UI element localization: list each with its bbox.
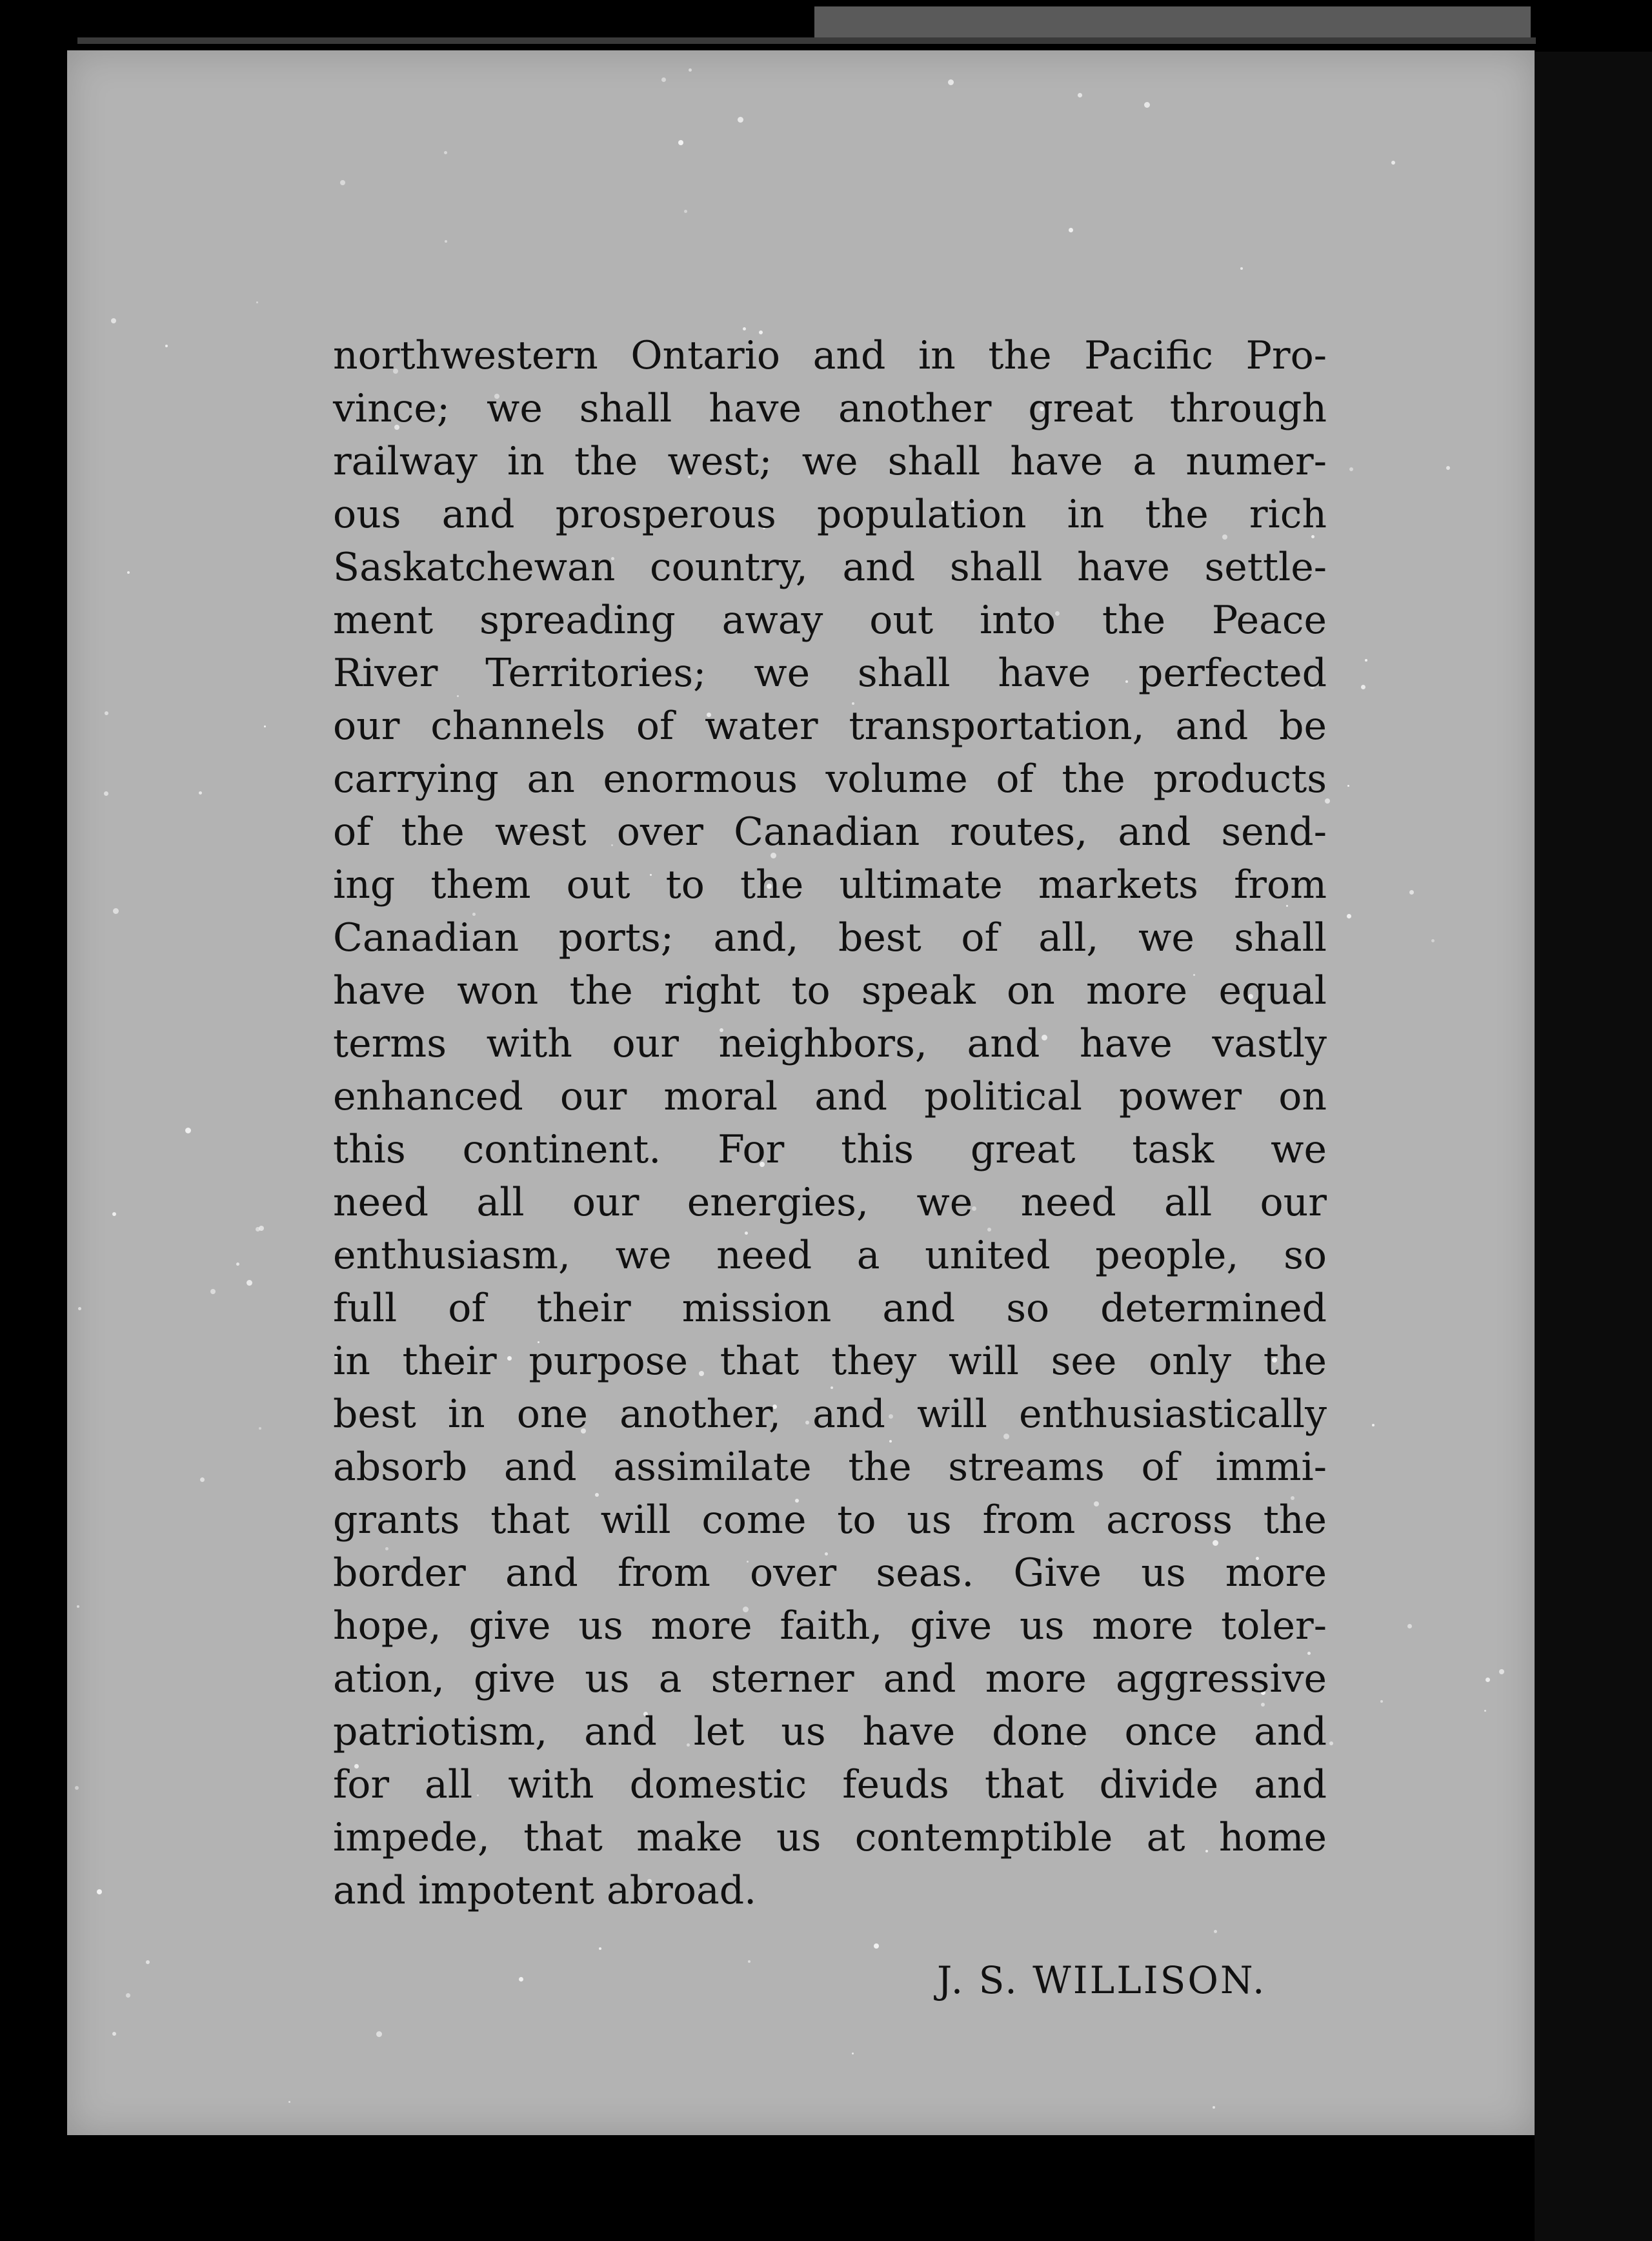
text-line: terms with our neighbors, and have vastly xyxy=(333,1021,1327,1066)
paper-speck xyxy=(126,1993,130,1998)
paper-speck xyxy=(236,1262,239,1266)
paper-speck xyxy=(519,1977,523,1982)
text-line: in their purpose that they will see only the xyxy=(333,1339,1327,1384)
paper-speck xyxy=(104,791,108,796)
text-line: Canadian ports; and, best of all, we shall xyxy=(333,915,1327,960)
text-line: hope, give us more faith, give us more toler- xyxy=(333,1603,1327,1648)
paper-speck xyxy=(112,2032,116,2036)
paper-speck xyxy=(689,68,692,72)
right-dark-edge xyxy=(1535,52,1652,2241)
paper-speck xyxy=(444,151,447,154)
text-line: vince; we shall have another great through xyxy=(333,386,1327,431)
text-line: railway in the west; we shall have a numer- xyxy=(333,439,1327,484)
text-line: ation, give us a sterner and more aggressive xyxy=(333,1656,1327,1701)
paper-speck xyxy=(288,2101,290,2103)
text-line: have won the right to speak on more equal xyxy=(333,968,1327,1013)
paper-speck xyxy=(1329,1741,1333,1745)
text-line: and impotent abroad. xyxy=(333,1868,757,1913)
text-line: ous and prosperous population in the rich xyxy=(333,492,1327,537)
paper-speck xyxy=(1372,1424,1375,1426)
paper-speck xyxy=(684,210,687,213)
paper-speck xyxy=(376,2031,382,2037)
text-line: for all with domestic feuds that divide and xyxy=(333,1762,1327,1807)
paper-speck xyxy=(112,1212,116,1216)
paper-speck xyxy=(948,79,954,85)
paper-speck xyxy=(97,1889,102,1894)
paper-speck xyxy=(264,725,266,727)
paper-speck xyxy=(146,1960,150,1964)
text-line: impede, that make us contemptible at home xyxy=(333,1815,1327,1860)
paper-speck xyxy=(1365,659,1367,662)
text-line: carrying an enormous volume of the products xyxy=(333,756,1327,802)
paper-speck xyxy=(1347,914,1351,918)
text-line: patriotism, and let us have done once and xyxy=(333,1709,1327,1754)
paper-speck xyxy=(111,318,116,323)
paper-speck xyxy=(599,1947,601,1950)
text-line: full of their mission and so determined xyxy=(333,1286,1327,1331)
body-text xyxy=(333,329,1327,1917)
paper-speck xyxy=(210,1289,216,1294)
paper-speck xyxy=(1361,685,1365,689)
text-line: ing them out to the ultimate markets from xyxy=(333,862,1327,908)
document-page xyxy=(67,50,1535,2135)
paper-speck xyxy=(1407,1624,1412,1628)
paper-speck xyxy=(1078,93,1082,97)
text-line: enhanced our moral and political power on xyxy=(333,1074,1327,1119)
paper-speck xyxy=(259,1427,261,1430)
paper-speck xyxy=(445,240,447,243)
paper-speck xyxy=(678,140,683,145)
paper-speck xyxy=(199,791,202,795)
text-line: this continent. For this great task we xyxy=(333,1127,1327,1172)
top-tab-edge xyxy=(814,6,1531,37)
paper-speck xyxy=(1486,1678,1490,1682)
text-line: of the west over Canadian routes, and send- xyxy=(333,809,1327,855)
paper-speck xyxy=(1213,2106,1215,2109)
paper-speck xyxy=(127,571,130,574)
paper-speck xyxy=(1380,1700,1383,1703)
paper-speck xyxy=(748,1960,750,1963)
text-line: need all our energies, we need all our xyxy=(333,1180,1327,1225)
paper-speck xyxy=(1144,102,1150,108)
paper-speck xyxy=(1431,939,1435,942)
paper-speck xyxy=(340,180,345,185)
paper-speck xyxy=(247,1280,252,1286)
text-line: northwestern Ontario and in the Pacific Pro- xyxy=(333,333,1327,378)
paper-speck xyxy=(113,908,119,914)
text-line: best in one another, and will enthusiastically xyxy=(333,1392,1327,1437)
text-line: grants that will come to us from across the xyxy=(333,1497,1327,1543)
paper-speck xyxy=(1240,267,1243,270)
paper-speck xyxy=(1349,467,1353,471)
paper-speck xyxy=(256,301,258,303)
text-line: ment spreading away out into the Peace xyxy=(333,598,1327,643)
paper-speck xyxy=(185,1128,191,1133)
paper-speck xyxy=(874,1943,879,1949)
paper-speck xyxy=(78,1307,81,1310)
paper-speck xyxy=(75,1786,79,1790)
text-line: enthusiasm, we need a united people, so xyxy=(333,1233,1327,1278)
paper-speck xyxy=(1069,228,1073,232)
paper-speck xyxy=(1499,1669,1504,1674)
paper-speck xyxy=(200,1477,205,1482)
text-line: absorb and assimilate the streams of immi- xyxy=(333,1445,1327,1490)
author-signature: J. S. WILLISON. xyxy=(937,1958,1267,2002)
paper-speck xyxy=(165,345,168,347)
paper-speck xyxy=(852,2053,854,2054)
paper-speck xyxy=(105,711,108,715)
paper-speck xyxy=(1214,1930,1217,1933)
top-edge-strip xyxy=(77,37,1536,44)
paper-speck xyxy=(1409,890,1414,895)
paper-speck xyxy=(1391,161,1395,165)
paper-speck xyxy=(1446,466,1450,470)
paper-speck xyxy=(77,1605,79,1608)
text-line: border and from over seas. Give us more xyxy=(333,1550,1327,1596)
paper-speck xyxy=(738,117,743,123)
paper-speck xyxy=(259,1226,264,1231)
text-line: River Territories; we shall have perfected xyxy=(333,651,1327,696)
paper-speck xyxy=(1347,785,1349,787)
paper-speck xyxy=(661,77,666,82)
paper-speck xyxy=(1484,1710,1486,1712)
text-line: Saskatchewan country, and shall have settle- xyxy=(333,545,1327,590)
text-line: our channels of water transportation, and be xyxy=(333,704,1327,749)
